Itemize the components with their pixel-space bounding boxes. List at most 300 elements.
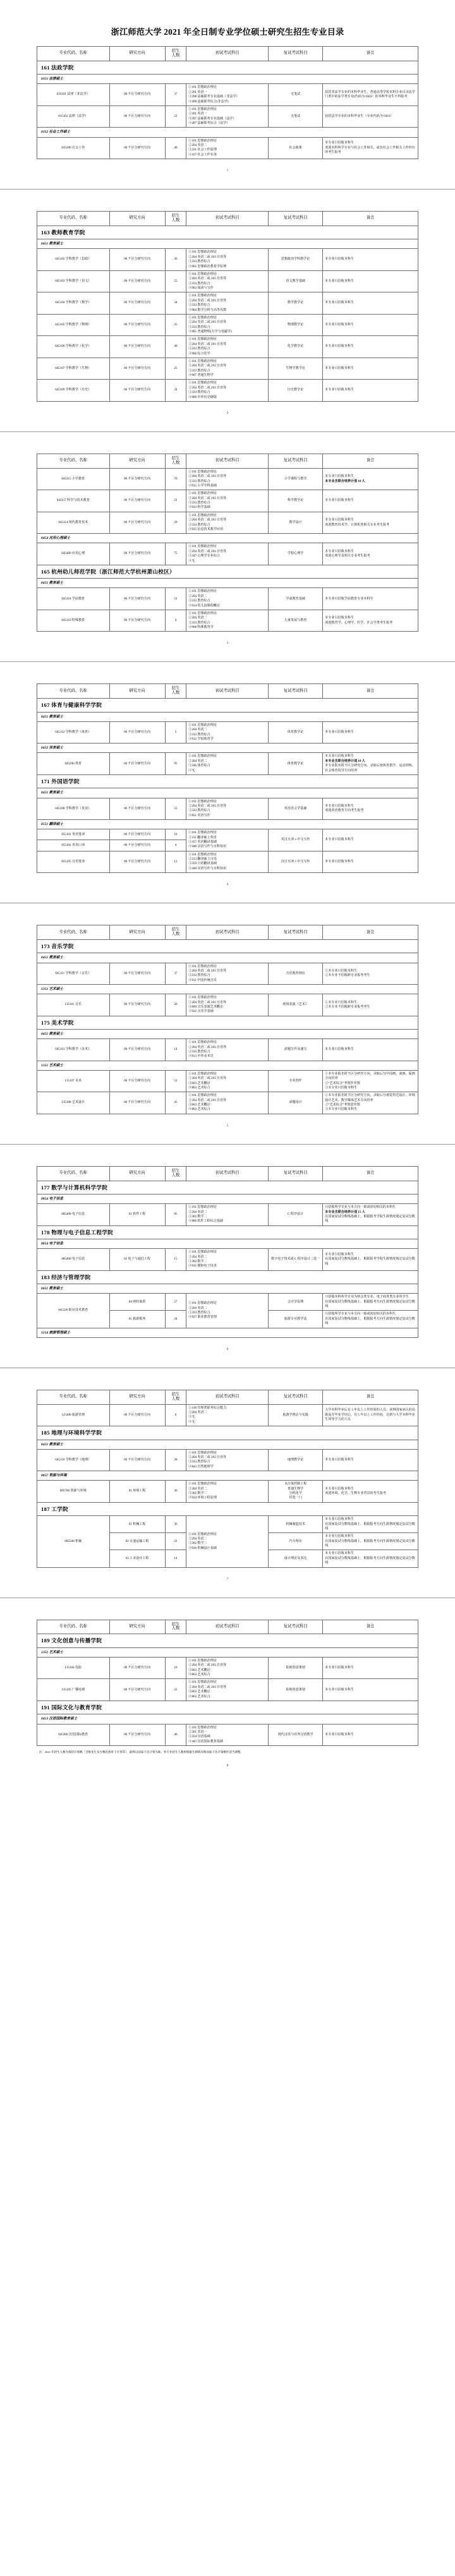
exam-subjects xyxy=(186,994,269,1016)
note-line: 欢迎教育学、心理学、医学、社会学类考生报考 xyxy=(325,620,393,625)
exam-subject: ④927 职业教育管理 xyxy=(188,1315,217,1320)
note-line: 在国家复试分数线基础上，根据报考学院生源情况划定复试分数线 xyxy=(325,1214,415,1224)
major-code-name: 125400 旅游管理 xyxy=(37,1404,110,1426)
remarks xyxy=(323,1204,418,1226)
remarks xyxy=(323,994,418,1016)
note-line: ②本专业不招收跨专业报考考生 xyxy=(325,973,370,978)
research-direction: 00 不区分研究方向 xyxy=(109,798,165,820)
research-direction: 02 交通运输工程 xyxy=(109,1533,165,1550)
exam-subject: ①101 思想政治理论 xyxy=(188,359,217,363)
exam-subject: ①101 思想政治理论 xyxy=(188,107,217,111)
table-row xyxy=(37,380,418,402)
quota: 27 xyxy=(165,1294,186,1311)
quota: 24 xyxy=(165,380,186,402)
exam-subject: ②204 英语二 xyxy=(188,1410,207,1414)
exam-subject: ③333 教育综合 xyxy=(188,732,210,737)
exam-subjects xyxy=(186,1657,269,1679)
table-row xyxy=(37,512,418,534)
exam-subject: ③333 教育综合 xyxy=(188,390,210,395)
exam-subjects xyxy=(186,490,269,512)
table-row xyxy=(37,963,418,985)
note-line: 本专业只招收本科生 xyxy=(325,1534,355,1539)
exam-subject: ④906 综合化学 xyxy=(188,351,210,356)
major-code-name: 045103 学科教学（语文） xyxy=(37,270,110,292)
major-code-name: 045300 汉语国际教育 xyxy=(37,1724,110,1746)
exam-subject: ③333 教育综合 xyxy=(188,501,210,505)
quota: 85 xyxy=(165,1204,186,1226)
exam-subject: ②204 英语二或 203 日语等 xyxy=(188,385,227,390)
exam-subject: ①101 思想政治理论 xyxy=(188,996,217,1000)
college-name: 178 物理与电子信息工程学院 xyxy=(37,1225,418,1239)
col-header-quota: 招生 人数 xyxy=(165,684,186,699)
degree-heading-row xyxy=(37,743,418,753)
remarks xyxy=(323,588,418,610)
exam-subject: ④904 数学分析与高等代数 xyxy=(188,308,227,312)
college-name: 177 数学与计算机科学学院 xyxy=(37,1181,418,1194)
col-header-retest: 复试考试科目 xyxy=(269,1390,323,1404)
exam-subject: ②204 英语二或 203 日语等 xyxy=(188,518,227,522)
note-line: 本专业只招收本科生 xyxy=(325,730,355,734)
major-code-name: 055105 日语笔译 xyxy=(37,851,110,873)
col-header-quota: 招生 人数 xyxy=(165,1390,186,1404)
degree-name: 0857 资源与环境 xyxy=(37,1471,418,1481)
quota: 34 xyxy=(165,292,186,315)
research-direction: 00 不区分研究方向 xyxy=(109,543,165,565)
col-header-quota: 招生 人数 xyxy=(165,1620,186,1634)
retest-subjects: 学校心理学 xyxy=(269,543,323,565)
exam-subject: ①101 思想政治理论 xyxy=(188,469,217,474)
note-line: 在国家复试分数线基础上，根据报考方向生源情况划定复试分数线 xyxy=(325,1299,415,1309)
research-direction: 01 环境工程 xyxy=(109,1481,165,1503)
exam-subject: ③689 音乐表演艺术概论 xyxy=(188,1004,224,1009)
note-line: 本专业只招收本科生 xyxy=(325,141,355,145)
major-code-name: 045107 学科教学（生物） xyxy=(37,358,110,380)
table-row xyxy=(37,1657,418,1679)
research-direction: 00 不区分研究方向 xyxy=(109,1679,165,1701)
note-line: 在国家复试分数线基础上，根据报考方向生源情况划定复试分数线 xyxy=(325,1522,415,1531)
table-row xyxy=(37,1449,418,1471)
exam-subject: ②204 英语二 xyxy=(188,616,207,620)
research-direction: 00 不区分研究方向 xyxy=(109,270,165,292)
college-name: 175 美术学院 xyxy=(37,1016,418,1029)
exam-subject: ③333 教育综合 xyxy=(188,620,210,625)
degree-name: 1254 旅游管理硕士 xyxy=(37,1328,418,1337)
exam-subjects xyxy=(186,270,269,292)
degree-name: 0452 体育硕士 xyxy=(37,743,418,753)
note-line: 本专业只招收本科生 xyxy=(325,344,355,349)
major-code-name: 135107 美术 xyxy=(37,1070,110,1092)
exam-subject: ④843 自然地理学 xyxy=(188,1464,214,1469)
remarks xyxy=(323,512,418,534)
remarks xyxy=(323,1092,418,1114)
exam-subject: ③333 教育综合 xyxy=(188,347,210,351)
note-line: ①本专业只招收本科生 xyxy=(325,968,358,973)
exam-subjects xyxy=(186,1724,269,1746)
remarks xyxy=(323,1311,418,1328)
degree-name: 0451 教育硕士 xyxy=(37,579,418,588)
table-row xyxy=(37,358,418,380)
note-line: 本专业只招收本科生 xyxy=(325,1666,355,1670)
quota: 95 xyxy=(165,753,186,775)
exam-subject: ①101 思想政治理论 xyxy=(188,294,217,298)
exam-subject: ③302 数学二 xyxy=(188,1214,207,1219)
exam-subject: ②204 英语二或 203 日语等 xyxy=(188,496,227,500)
degree-name: 1351 艺术硕士 xyxy=(37,985,418,994)
degree-name: 0352 社会工作硕士 xyxy=(37,128,418,137)
retest-subjects: 汉日互译＋中文写作 xyxy=(269,851,323,873)
exam-subject: ②204 英语二或 203 日语等 xyxy=(188,968,227,973)
remarks xyxy=(323,292,418,315)
col-header-code: 专业代码、名称 xyxy=(37,47,110,61)
retest-subjects: 现场表演（艺术） xyxy=(269,994,323,1016)
quota: 29 xyxy=(165,512,186,534)
note-line: 在国家复试分数线基础上，根据报考方向生源情况划定复试分数线 xyxy=(325,1556,415,1565)
exam-subject: ②204 英语二或 203 日语等 xyxy=(188,474,227,479)
page-content xyxy=(0,1166,455,1356)
col-header-exam: 初试考试科目 xyxy=(186,684,269,699)
note-line: 本专业只招收本科生 xyxy=(325,518,355,522)
college-name: 187 工学院 xyxy=(37,1502,418,1515)
remarks xyxy=(323,829,418,852)
note-line: 本专业报名时不区分研究方向，录取后按体育教学、运动训练、社会体育指导方向培养 xyxy=(325,764,415,773)
exam-subjects xyxy=(186,1294,269,1328)
degree-heading-row xyxy=(37,1440,418,1449)
exam-subject: ②204 英语二 xyxy=(188,759,207,763)
exam-subject: ①101 思想政治理论 xyxy=(188,250,217,255)
remarks xyxy=(323,84,418,106)
remarks xyxy=(323,1070,418,1092)
exam-subject: ④907 普通生物学 xyxy=(188,373,214,378)
col-header-retest: 复试考试科目 xyxy=(269,684,323,699)
quota: 75 xyxy=(165,543,186,565)
major-code-name: 085400 电子信息 xyxy=(37,1249,110,1271)
quota: 18 xyxy=(165,1657,186,1679)
exam-subject: ①101 思想政治理论 xyxy=(188,1725,217,1730)
exam-subject: ①101 思想政治理论 xyxy=(188,1301,217,1306)
retest-subjects: 影视创意策划 xyxy=(269,1657,323,1679)
note-line: 本专业只招收本科生 xyxy=(325,279,355,283)
research-direction: 00 不区分研究方向 xyxy=(109,314,165,336)
exam-subject: ④437 社会工作实务 xyxy=(188,152,217,157)
exam-subject: ④448 汉语写作与百科知识 xyxy=(188,845,227,849)
admissions-table xyxy=(37,683,418,873)
quota: 28 xyxy=(165,1449,186,1471)
research-direction: 00 不区分研究方向 xyxy=(109,380,165,402)
research-direction: 00 不区分研究方向 xyxy=(109,336,165,358)
col-header-code: 专业代码、名称 xyxy=(37,454,110,468)
exam-subject: ③333 教育综合 xyxy=(188,809,210,813)
major-code-name: 045102 学科教学（思政） xyxy=(37,249,110,271)
exam-subjects xyxy=(186,753,269,775)
major-code-name: 045112 学科教学（体育） xyxy=(37,721,110,743)
college-heading-row xyxy=(37,1270,418,1284)
remarks xyxy=(323,314,418,336)
major-code-name: 045117 科学与技术教育 xyxy=(37,490,110,512)
major-code-name: 085500 机械 xyxy=(37,1516,110,1567)
note-line: 只招收所学专业与本方向一致或密切相关的本科生 xyxy=(325,1205,396,1210)
page-top-gap xyxy=(0,432,455,454)
exam-subject: ③331 社会工作原理 xyxy=(188,148,217,152)
degree-name: 0451 教育硕士 xyxy=(37,788,418,798)
exam-subject: ①101 思想政治理论 xyxy=(188,799,217,803)
college-name: 173 音乐学院 xyxy=(37,939,418,953)
retest-subjects: 专业创作 xyxy=(269,1070,323,1092)
quota: 21 xyxy=(165,490,186,512)
col-header-retest: 复试考试科目 xyxy=(269,212,323,226)
col-header-direction: 研究方向 xyxy=(109,684,165,699)
exam-subject: ②204 英语二或 203 日语等 xyxy=(188,1000,227,1004)
retest-subjects: 设计理论及表达 xyxy=(269,1550,323,1567)
quota: 22 xyxy=(165,105,186,128)
table-row xyxy=(37,490,418,512)
col-header-exam: 初试考试科目 xyxy=(186,454,269,468)
retest-subjects: 现代汉语与对外汉语教学 xyxy=(269,1724,323,1746)
exam-subject: ②204 英语二 xyxy=(188,1210,207,1214)
note-line: 本专业含联合培养计划 10 人 xyxy=(325,759,365,763)
exam-subject: ④922 音乐学基础 xyxy=(188,1009,214,1014)
exam-subject: ③397 法硕联考专业基础（法学） xyxy=(188,116,236,121)
major-code-name: 045110 学科教学（地理） xyxy=(37,1449,110,1471)
col-header-direction: 研究方向 xyxy=(109,454,165,468)
col-header-code: 专业代码、名称 xyxy=(37,1166,110,1181)
major-code-name: 045106 学科教学（化学） xyxy=(37,336,110,358)
note-line: 本专业只招收本科生 xyxy=(325,366,355,370)
exam-subject: ③333 教育综合 xyxy=(188,479,210,483)
quota: 26 xyxy=(165,994,186,1016)
college-heading-row xyxy=(37,565,418,578)
exam-subjects xyxy=(186,468,269,490)
page-number: 1 xyxy=(226,169,229,173)
exam-subject: ①101 思想政治理论 xyxy=(188,1040,217,1045)
degree-name: 0451 教育硕士 xyxy=(37,1440,418,1449)
retest-subjects: 会计学原理 xyxy=(269,1294,323,1311)
quota: 37 xyxy=(165,963,186,985)
research-direction: 01 软件工程 xyxy=(109,1204,165,1226)
major-code-name: 035102 法律（法学） xyxy=(37,105,110,128)
major-code-name: 045104 学科教学（数学） xyxy=(37,292,110,315)
research-direction: 00 不区分研究方向 xyxy=(109,1724,165,1746)
degree-heading-row xyxy=(37,1714,418,1724)
exam-subject: ③354 汉语基础 xyxy=(188,1735,210,1739)
table-header-row xyxy=(37,1390,418,1404)
exam-subject: ②204 英语二或 203 日语等 xyxy=(188,364,227,368)
retest-subjects: 英语语言学基础 xyxy=(269,798,323,820)
major-code-name: 055102 英语口译 xyxy=(37,840,110,851)
table-row xyxy=(37,610,418,632)
degree-heading-row xyxy=(37,239,418,249)
degree-name: 0451 教育硕士 xyxy=(37,239,418,249)
exam-subjects xyxy=(186,314,269,336)
admissions-table xyxy=(37,1166,418,1338)
research-direction: 04 财经商贸 xyxy=(109,1294,165,1311)
exam-subject: ③333 教育综合 xyxy=(188,260,210,264)
college-heading-row xyxy=(37,1181,418,1194)
research-direction: 00 不区分研究方向 xyxy=(109,1039,165,1061)
remarks xyxy=(323,1550,418,1567)
remarks xyxy=(323,336,418,358)
exam-subject: ①101 思想政治理论 xyxy=(188,1532,217,1536)
exam-subject: ④905 普通物理(力学与电磁学) xyxy=(188,330,232,334)
catalog-page xyxy=(0,189,455,420)
research-direction: 00 不区分研究方向 xyxy=(109,1070,165,1092)
exam-subject: ④903 阅读与写作 xyxy=(188,286,214,291)
research-direction: 00 不区分研究方向 xyxy=(109,1092,165,1114)
note-line: 欢迎英语教育方向考生报考 xyxy=(325,809,364,813)
retest-subjects: 数学教学论 xyxy=(269,292,323,315)
exam-subject: ③333 教育综合 xyxy=(188,325,210,329)
quota: 4 xyxy=(165,610,186,632)
exam-subject: ④909 中外历史纲要 xyxy=(188,395,217,399)
page-number: 7 xyxy=(226,1577,229,1581)
col-header-note: 备注 xyxy=(323,1390,418,1404)
retest-subjects: 思想政治学科教学论 xyxy=(269,249,323,271)
note-line: 本专业只招收本科生 xyxy=(325,498,355,503)
exam-subjects xyxy=(186,336,269,358)
table-row xyxy=(37,270,418,292)
degree-name: 0453 汉语国际教育硕士 xyxy=(37,1714,418,1724)
col-header-direction: 研究方向 xyxy=(109,1620,165,1634)
col-header-retest: 复试考试科目 xyxy=(269,454,323,468)
col-header-note: 备注 xyxy=(323,454,418,468)
major-code-name: 045108 学科教学（英语） xyxy=(37,798,110,820)
page-number: 5 xyxy=(226,1124,229,1128)
exam-subject: ②204 英语二或 203 日语等 xyxy=(188,277,227,281)
exam-subjects xyxy=(186,963,269,985)
remarks xyxy=(323,358,418,380)
major-code-name: 045119 特殊教育 xyxy=(37,610,110,632)
exam-subject: ④448 汉语写作与百科知识 xyxy=(188,866,227,870)
exam-subject: ④863 艺术综合 xyxy=(188,1085,210,1090)
note-line: 本专业只招收本科生 xyxy=(325,754,355,759)
retest-subjects: 历史教学论 xyxy=(269,380,323,402)
degree-name: 1351 艺术硕士 xyxy=(37,1061,418,1070)
exam-subject: ③663 艺术概论 xyxy=(188,1081,210,1085)
retest-subjects xyxy=(269,1481,323,1503)
exam-subject: ②211 翻译硕士英语 xyxy=(188,835,217,840)
remarks xyxy=(323,1249,418,1271)
major-code-name: 135108 艺术设计 xyxy=(37,1092,110,1114)
table-row xyxy=(37,588,418,610)
col-header-quota: 招生 人数 xyxy=(165,925,186,940)
quota: 15 xyxy=(165,1249,186,1271)
exam-subject: ④933 科学基础 xyxy=(188,505,210,510)
exam-subject: ①101 思想政治理论 xyxy=(188,611,217,615)
major-code-name: 045120 职业技术教育 xyxy=(37,1294,110,1328)
table-row xyxy=(37,84,418,106)
remarks xyxy=(323,1449,418,1471)
col-header-note: 备注 xyxy=(323,1166,418,1181)
note-line: 本专业只招收本科生 xyxy=(325,388,355,392)
exam-subject: ③398 法硕联考专业基础（非法学） xyxy=(188,95,240,99)
catalog-page xyxy=(0,661,455,891)
exam-subject: ①101 思想政治理论 xyxy=(188,1680,217,1685)
quota: 46 xyxy=(165,1724,186,1746)
degree-heading-row xyxy=(37,712,418,721)
degree-heading-row xyxy=(37,1195,418,1204)
page-content xyxy=(0,0,455,178)
col-header-direction: 研究方向 xyxy=(109,212,165,226)
college-name: 163 教师教育学院 xyxy=(37,226,418,239)
remarks xyxy=(323,380,418,402)
degree-heading-row xyxy=(37,953,418,963)
exam-subject: ①101 思想政治理论 xyxy=(188,337,217,342)
research-direction: 02 电子与通信工程 xyxy=(109,1249,165,1271)
table-row xyxy=(37,798,418,820)
remarks xyxy=(323,1679,418,1701)
col-header-retest: 复试考试科目 xyxy=(269,1620,323,1634)
retest-subjects: 科学教学论 xyxy=(269,490,323,512)
note-line: 只招收本科所学专业为财会类专业、电子商务类专业的学生 xyxy=(325,1295,409,1299)
degree-heading-row xyxy=(37,1328,418,1337)
exam-subject: ②204 英语二或 203 日语等 xyxy=(188,1098,227,1102)
research-direction: 00 不区分研究方向 xyxy=(109,249,165,271)
exam-subjects xyxy=(186,1249,269,1271)
quota: 55 xyxy=(165,270,186,292)
catalog-page xyxy=(0,431,455,651)
note-line: 仅招非法学专业的本科毕业生，普通高等学校本科专业目录法学门类中的法学类专业(代码为 0301）的本科毕业生不得报考 xyxy=(325,90,415,99)
exam-subject: ④913 中外美术史 xyxy=(188,1054,214,1059)
exam-subject: ①101 思想政治理论 xyxy=(188,1658,217,1663)
admissions-table xyxy=(37,1390,418,1568)
note-line: 本专业只招收本科生 xyxy=(325,549,355,553)
page-content xyxy=(0,683,455,891)
degree-heading-row xyxy=(37,1471,418,1481)
exam-subject: ②204 英语二或 203 日语等 xyxy=(188,1455,227,1459)
note-line: 本专业只招收本科生 xyxy=(325,1486,355,1491)
college-heading-row xyxy=(37,1700,418,1714)
catalog-page xyxy=(0,0,455,178)
exam-subject: ①101 思想政治理论 xyxy=(188,723,217,727)
major-code-name: 045109 学科教学（历史） xyxy=(37,380,110,402)
major-code-name: 135104 电影 xyxy=(37,1657,110,1679)
degree-name: 1351 艺术硕士 xyxy=(37,1647,418,1657)
retest-subjects: 命题设计 xyxy=(269,1092,323,1114)
major-code-name: 055101 英语笔译 xyxy=(37,829,110,840)
major-code-name: 035200 社会工作 xyxy=(37,137,110,159)
page-number: 4 xyxy=(226,883,229,887)
retest-line: 分析化学 xyxy=(289,1491,302,1495)
retest-line: 普通生物学 xyxy=(287,1486,304,1491)
quota: 40 xyxy=(165,137,186,159)
exam-subjects xyxy=(186,358,269,380)
table-row xyxy=(37,753,418,775)
note-line: 欢迎环境、化学、生物专业背景的考生报考 xyxy=(325,1491,387,1495)
exam-subject: ①101 思想政治理论 xyxy=(188,85,217,90)
research-direction: 00 不区分研究方向 xyxy=(109,1657,165,1679)
exam-subject: ③663 艺术概论 xyxy=(188,1690,210,1694)
page-content xyxy=(0,211,455,420)
note-line: 欢迎本科所学专业与社会工作相关，或有社会工作相关工作经历的考生报考 xyxy=(325,145,415,154)
note-line: 在国家复试分数线基础上，根据报考学院生源情况划定复试分数线 xyxy=(325,1257,415,1266)
exam-subject: ②204 英语二或 203 日语等 xyxy=(188,255,227,259)
exam-subject: ②201 英语一 xyxy=(188,1730,207,1734)
exam-subject: ①101 思想政治理论 xyxy=(188,138,217,143)
exam-subject: ③333 教育综合 xyxy=(188,973,210,978)
remarks xyxy=(323,105,418,128)
col-header-direction: 研究方向 xyxy=(109,1390,165,1404)
exam-subject: ④863 艺术综合 xyxy=(188,1694,210,1699)
college-heading-row xyxy=(37,774,418,788)
research-direction: 00 不区分研究方向 xyxy=(109,137,165,159)
note-line: ①本专业报名时不区分研究方向，录取后分视觉传达设计、环境设计艺术、数字媒体艺术方向培养 xyxy=(325,1093,415,1102)
retest-line: 任选一门 xyxy=(289,1496,302,1500)
quota: 25 xyxy=(165,358,186,380)
quota: 45 xyxy=(165,1092,186,1114)
college-name: 191 国际文化与教育学院 xyxy=(37,1700,418,1714)
exam-subject: ③663 艺术概论 xyxy=(188,1668,210,1672)
exam-subject: ④908 特殊教育学 xyxy=(188,625,214,630)
college-heading-row xyxy=(37,1225,418,1239)
